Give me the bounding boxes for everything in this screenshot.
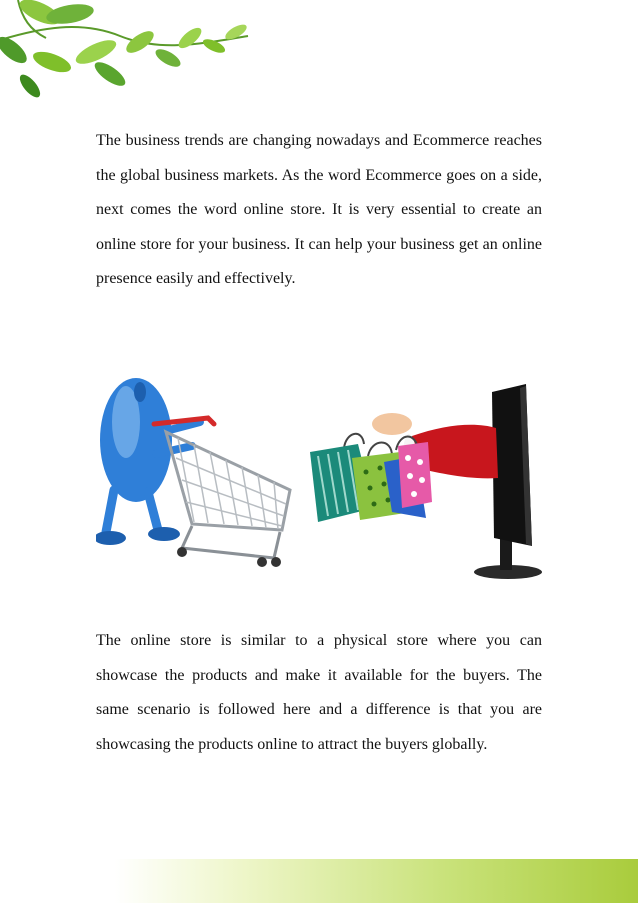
vine-decoration — [0, 0, 260, 110]
ecommerce-illustration — [96, 362, 544, 592]
footer-gradient-bar — [0, 859, 638, 903]
monitor-hand-bags-illustration — [310, 384, 542, 579]
intro-paragraph: The business trends are changing nowadays and Ecommerce reaches the global business markets. As the word Ecommerce goes on a side, next comes the word online store. It is very essential to create an online store for your business. It can help your business get an online presence easily and effectively. — [96, 132, 542, 287]
mouse-shopping-cart-illustration — [96, 378, 290, 567]
online-store-paragraph: The online store is similar to a physical store where you can showcase the products and make it available for the buyers. The same scenario is followed here and a difference is that you are showcasing the products online to attract the buyers globally. — [96, 632, 542, 753]
